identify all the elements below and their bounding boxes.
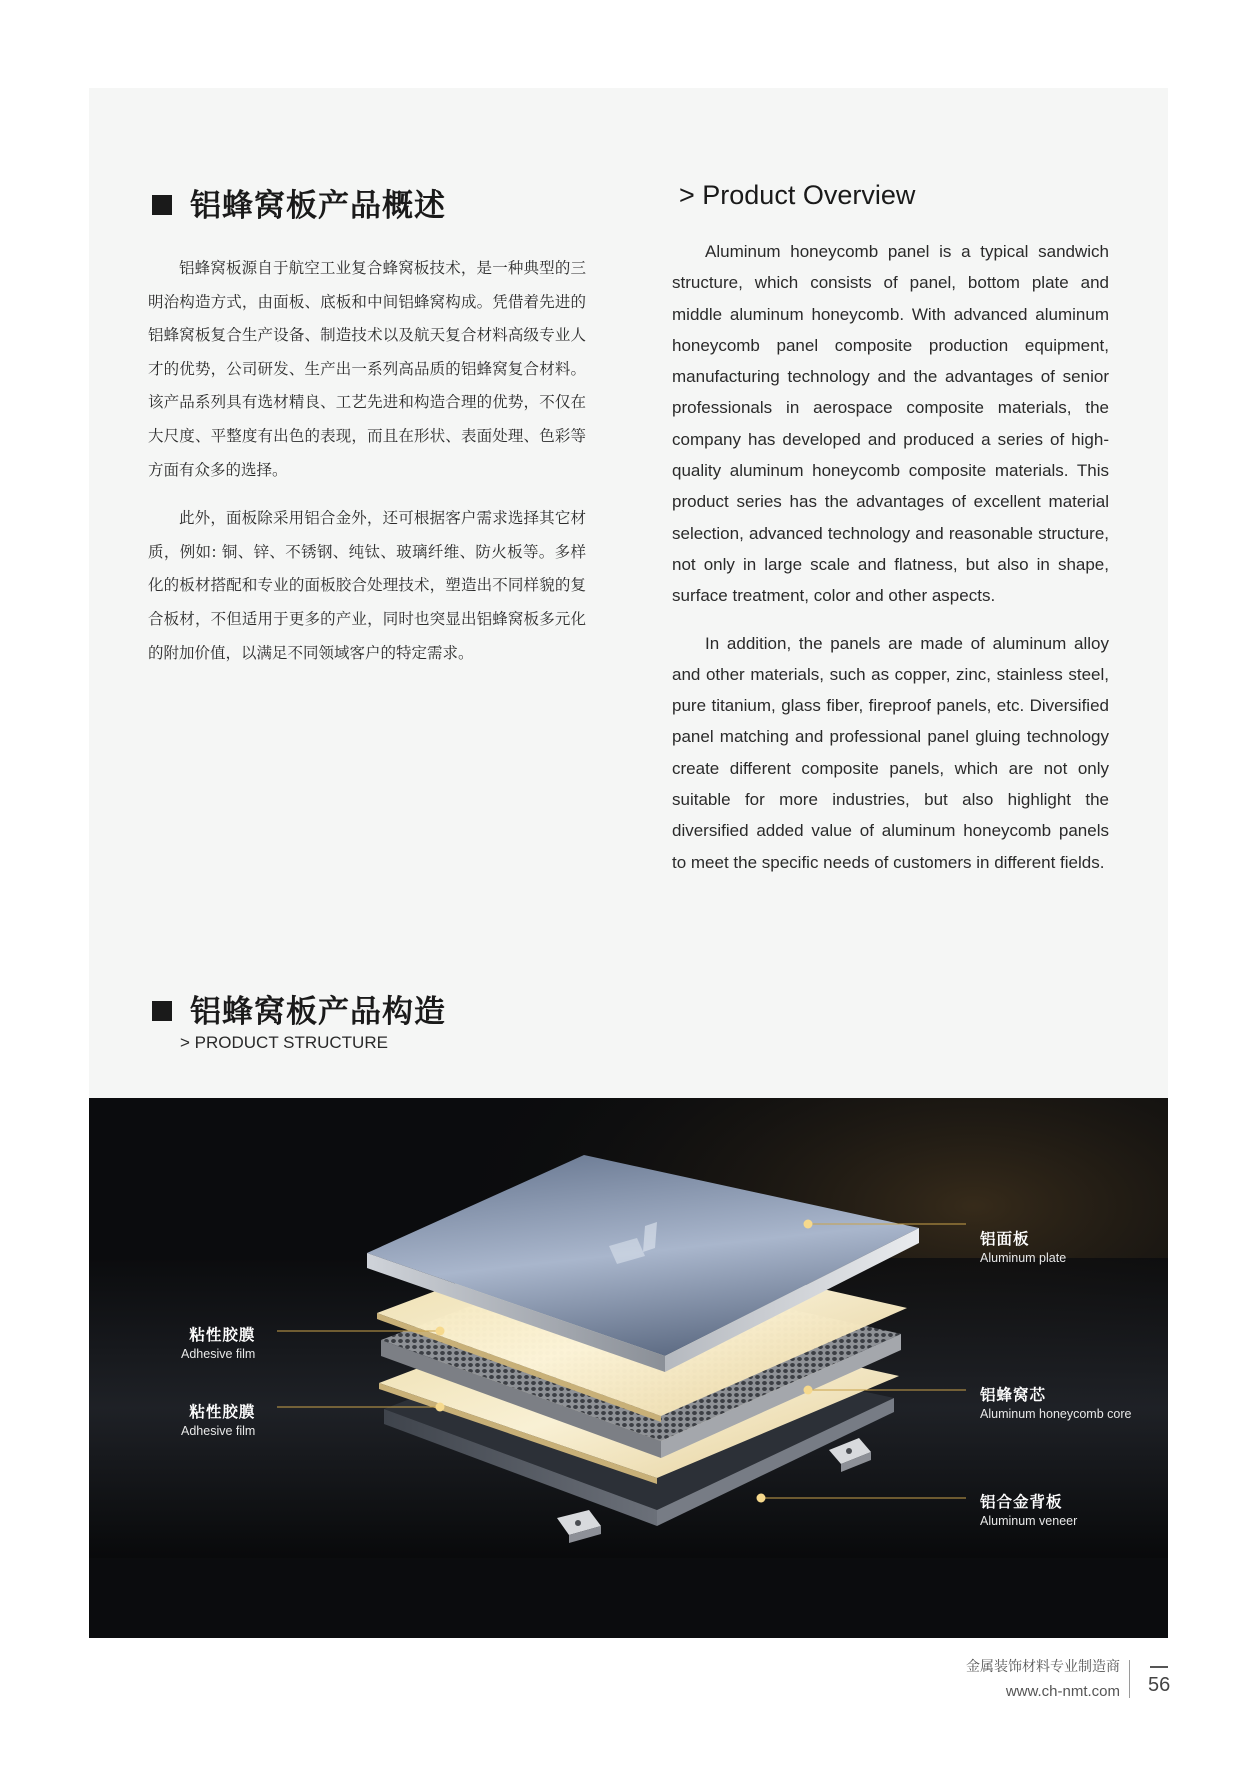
marker-aluminum-plate: [804, 1220, 813, 1229]
label-adhesive-bottom: [181, 1400, 255, 1438]
overview-paragraph-cn-2: 此外，面板除采用铝合金外，还可根据客户需求选择其它材质，例如: 铜、锌、不锈钢、纯钛、玻璃纤维、防火板等。多样化的板材搭配和专业的面板胶合处理技术，塑造出不同样貌的复合板材，不但适用于更多的产业，同时也突显出铝蜂窝板多元化的附加价值，以满足不同领域客户的特定需求。: [148, 509, 586, 662]
footer-divider: [1129, 1660, 1130, 1698]
overview-title-cn-text: 铝蜂窝板产品概述: [190, 188, 446, 224]
structure-title-cn-text: 铝蜂窝板产品构造: [190, 994, 446, 1030]
overview-paragraph-en-2: In addition, the panels are made of aluminum alloy and other materials, such as copper, zinc, stainless steel, pure titanium, glass fiber, fireproof panels, etc. Diversified panel matching and professional panel gluing technology create different composite panels, which are not only suitable for more industries, but also highlight the diversified added value of aluminum honeycomb panels to meet the specific needs of customers in different fields.: [672, 633, 1109, 872]
structure-diagram: [89, 1098, 1168, 1638]
label-aluminum-plate: [980, 1227, 1066, 1265]
label-veneer-en: Aluminum veneer: [980, 1514, 1078, 1528]
marker-adhesive-top: [436, 1327, 445, 1336]
overview-body-cn: [148, 252, 586, 670]
overview-title-cn: [152, 180, 446, 225]
label-veneer: [980, 1490, 1077, 1528]
overview-paragraph-cn-1: 铝蜂窝板源自于航空工业复合蜂窝板技术，是一种典型的三明治构造方式，由面板、底板和中间铝蜂窝构成。凭借着先进的铝蜂窝板复合生产设备、制造技术以及航天复合材料高级专业人才的优势，公司研发、生产出一系列高品质的铝蜂窝复合材料。该产品系列具有选材精良、工艺先进和构造合理的优势，不仅在大尺度、平整度有出色的表现，而且在形状、表面处理、色彩等方面有众多的选择。: [148, 259, 586, 479]
overview-body-en: [672, 236, 1109, 878]
label-adhesive-bottom-cn: 粘性胶膜: [189, 1403, 256, 1421]
marker-veneer: [757, 1494, 766, 1503]
structure-title-cn: [152, 986, 446, 1031]
overview-paragraph-en-1: Aluminum honeycomb panel is a typical sandwich structure, which consists of panel, bottom plate and middle aluminum honeycomb. With advanced aluminum honeycomb panel composite production equipment, manufacturing technology and the advantages of senior professionals in aerospace composite materials, the company has developed and produced a series of high-quality aluminum honeycomb composite materials. This product series has the advantages of excellent material selection, advanced technology and reasonable structure, not only in large scale and flatness, but also in shape, surface treatment, color and other aspects.: [672, 242, 1109, 606]
square-bullet-icon: [152, 1001, 172, 1021]
page-number: 56: [1148, 1674, 1171, 1696]
overview-title-en: > Product Overview: [679, 180, 916, 210]
label-adhesive-bottom-en: Adhesive film: [181, 1424, 256, 1438]
label-aluminum-plate-en: Aluminum plate: [980, 1251, 1067, 1265]
exploded-panel-illustration: [89, 1098, 1168, 1638]
label-adhesive-top-en: Adhesive film: [181, 1347, 256, 1361]
footer-tagline: 金属装饰材料专业制造商: [966, 1659, 1120, 1675]
label-honeycomb-core-cn: 铝蜂窝芯: [980, 1386, 1047, 1404]
label-honeycomb-core: [980, 1383, 1131, 1421]
square-bullet-icon: [152, 195, 172, 215]
label-veneer-cn: 铝合金背板: [980, 1493, 1063, 1511]
page-number-dash: [1150, 1666, 1168, 1668]
footer-url[interactable]: www.ch-nmt.com: [1005, 1683, 1120, 1700]
marker-adhesive-bottom: [436, 1403, 445, 1412]
label-honeycomb-core-en: Aluminum honeycomb core: [980, 1407, 1132, 1421]
marker-honeycomb-core: [804, 1386, 813, 1395]
label-adhesive-top: [181, 1323, 255, 1361]
structure-subtitle-en: > PRODUCT STRUCTURE: [180, 1033, 388, 1052]
label-aluminum-plate-cn: 铝面板: [980, 1230, 1030, 1248]
label-adhesive-top-cn: 粘性胶膜: [189, 1326, 256, 1344]
